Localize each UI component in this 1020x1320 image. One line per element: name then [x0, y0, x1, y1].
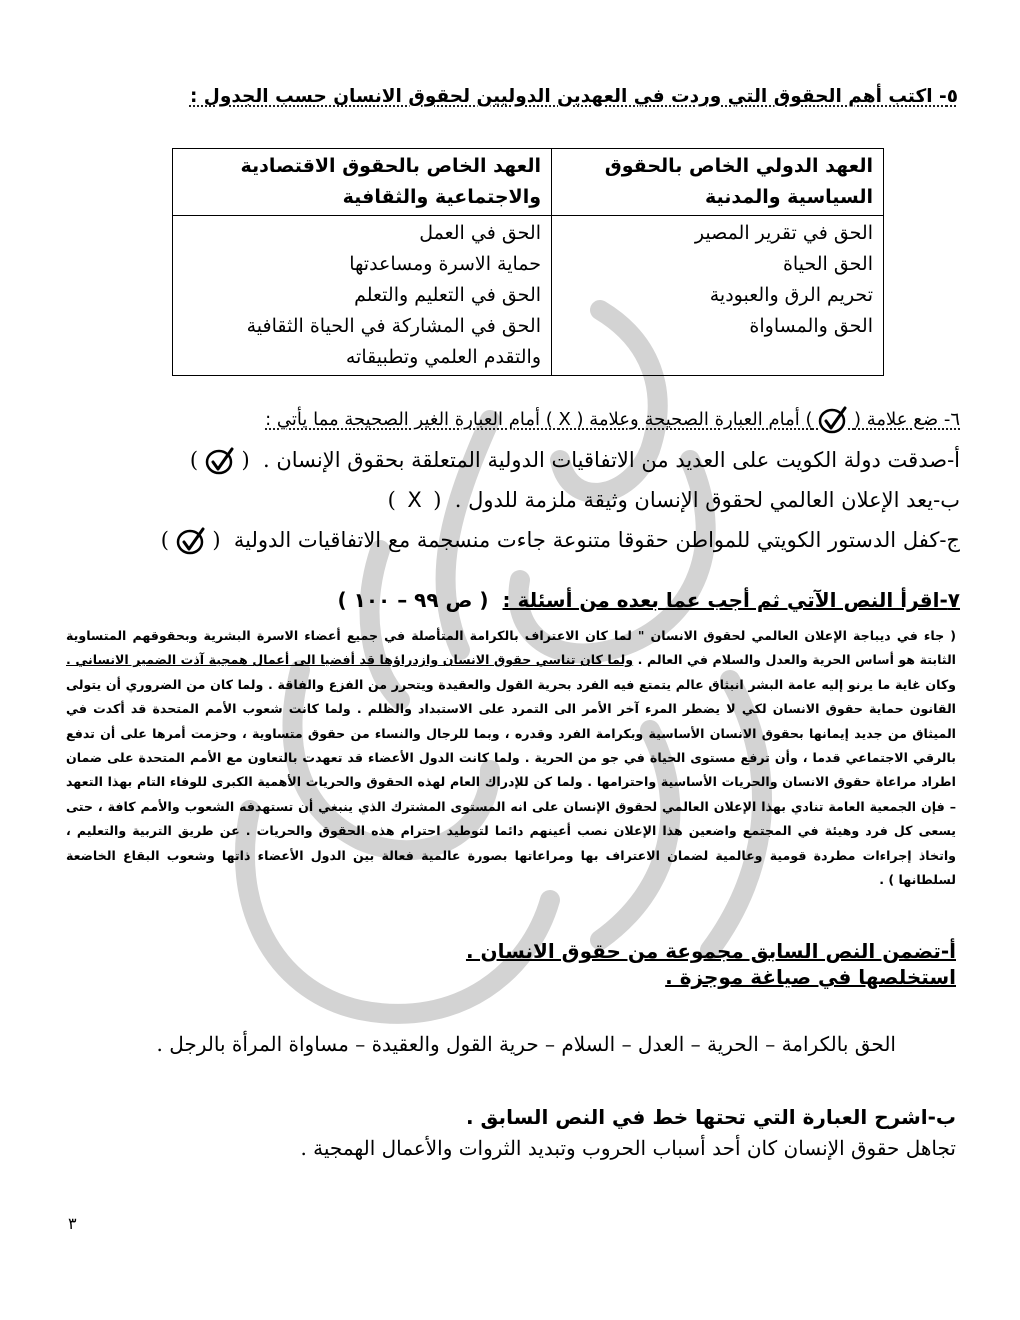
list-item: والتقدم العلمي وتطبيقاته	[345, 346, 542, 368]
answer-7b: تجاهل حقوق الإنسان كان أحد أسباب الحروب وتبديد الثروات والأعمال الهمجية .	[300, 1136, 956, 1160]
table-header-economic-social: العهد الخاص بالحقوق الاقتصادية والاجتماعية والثقافية	[173, 149, 552, 216]
checkmark-icon	[818, 409, 848, 430]
list-item: الحق في التعليم والتعلم	[354, 284, 542, 306]
checkmark-icon	[205, 440, 235, 480]
statement-a: أ-صدقت دولة الكويت على العديد من الاتفاقيات الدولية المتعلقة بحقوق الإنسان . ( )	[40, 440, 960, 480]
list-item: الحق في تقرير المصير	[694, 222, 873, 244]
list-item: الحق الحياة	[782, 253, 873, 275]
question-6-instruction: ٦- ضع علامة ( ) أمام العبارة الصحيحة وعلامة ( X ) أمام العبارة الغير الصحيحة مما يأتي :	[265, 409, 960, 430]
question-7-title: ٧-اقرأ النص الآتي ثم أجب عما بعده من أسئلة : ( ص ٩٩ – ١٠٠ )	[337, 588, 960, 612]
list-item: الحق في العمل	[419, 222, 542, 244]
answer-mark: X	[407, 488, 422, 512]
list-item: الحق والمساواة	[749, 315, 873, 337]
checkmark-icon	[176, 520, 206, 560]
list-item: الحق في المشاركة في الحياة الثقافية	[246, 315, 542, 337]
civil-political-rights-cell	[552, 216, 884, 376]
rights-table	[172, 148, 884, 376]
question-5-title: ٥- اكتب أهم الحقوق التي وردت في العهدين الدوليين لحقوق الانسان حسب الجدول :	[189, 86, 958, 107]
list-item: تحريم الرق والعبودية	[709, 284, 873, 306]
declaration-passage: ( جاء في ديباجة الإعلان العالمي لحقوق الانسان " لما كان الاعتراف بالكرامة المتأصلة في جميع أعضاء الاسرة البشرية وبحقوقهم المتساوية الثابتة هو أساس الحرية والعدل والسلام في العالم . ولما كان تناسي حقوق الانسان وازدراؤها قد أفضيا الى أعمال همجية آذت الضمير الانساني . وكان غاية ما يرنو إليه عامة البشر انبثاق عالم يتمتع فيه الفرد بحرية القول والعقيدة ويتحرر من الفزع والفاقة . ولما كان من الضروري أن يتولى القانون حماية حقوق الانسان لكي لا يضطر المرء آخر الأمر الى التمرد على الاستبداد والظلم . ولما كانت شعوب الأمم المتحدة قد أكدت في الميثاق من جديد إيمانها بحقوق الانسان الأساسية وبكرامة الفرد وقدره ، وبما للرجال والنساء من حقوق متساوية ، وحزمت أمرها على أن تدفع بالرقي الاجتماعي قدما ، وأن ترفع مستوى الحياة في جو من الحرية . ولما كانت الدول الأعضاء قد تعهدت بالتعاون مع الأمم المتحدة على ضمان اطراد مراعاة حقوق الانسان والحريات الأساسية واحترامها . ولما كن للإدراك العام لهذه الحقوق والحريات الأهمية الكبرى للوفاء التام بهذا التعهد – فإن الجمعية العامة تنادي بهذا الإعلان العالمي لحقوق الإنسان على انه المستوى المشترك الذي ينبغي أن تستهدفه الشعوب والأمم كافة ، حتى يسعى كل فرد وهيئة في المجتمع واضعين هذا الإعلان نصب أعينهم دائما لتوطيد احترام هذه الحقوق والحريات . عن طريق التربية والتعليم ، واتخاذ إجراءات مطردة قومية وعالمية لضمان الاعتراف بها ومراعاتها بصورة عالمية فعالة بين الدول الأعضاء ذاتها وشعوب البقاع الخاضعة لسلطانها ) .	[66, 628, 956, 888]
economic-social-rights-cell	[173, 216, 552, 376]
underlined-phrase: ولما كان تناسي حقوق الانسان وازدراؤها قد أفضيا الى أعمال همجية آذت الضمير الانساني .	[66, 652, 634, 668]
question-7b: ب-اشرح العبارة التي تحتها خط في النص السابق . تجاهل حقوق الإنسان كان أحد أسباب الحروب وتبديد الثروات والأعمال الهمجية .	[56, 1104, 956, 1160]
answer-7a: الحق بالكرامة – الحرية – العدل – السلام – حرية القول والعقيدة – مساواة المرأة بالرجل .	[156, 1032, 896, 1056]
statement-c: ج-كفل الدستور الكويتي للمواطن حقوقا متنوعة جاءت منسجمة مع الاتفاقيات الدولية ( )	[40, 520, 960, 560]
list-item: حماية الاسرة ومساعدتها	[349, 253, 542, 275]
table-header-civil-political: العهد الدولي الخاص بالحقوق السياسية والمدنية	[552, 149, 884, 216]
statement-b: ب-يعد الإعلان العالمي لحقوق الإنسان وثيقة ملزمة للدول . ( X )	[40, 480, 960, 520]
question-7a: أ-تضمن النص السابق مجموعة من حقوق الانسان . استخلصها في صياغة موجزة . الحق بالكرامة – الحرية – العدل – السلام – حرية القول والعقيدة – مساواة المرأة بالرجل .	[56, 938, 956, 1056]
page-number: ٣	[68, 1214, 77, 1233]
question-6	[40, 400, 960, 560]
